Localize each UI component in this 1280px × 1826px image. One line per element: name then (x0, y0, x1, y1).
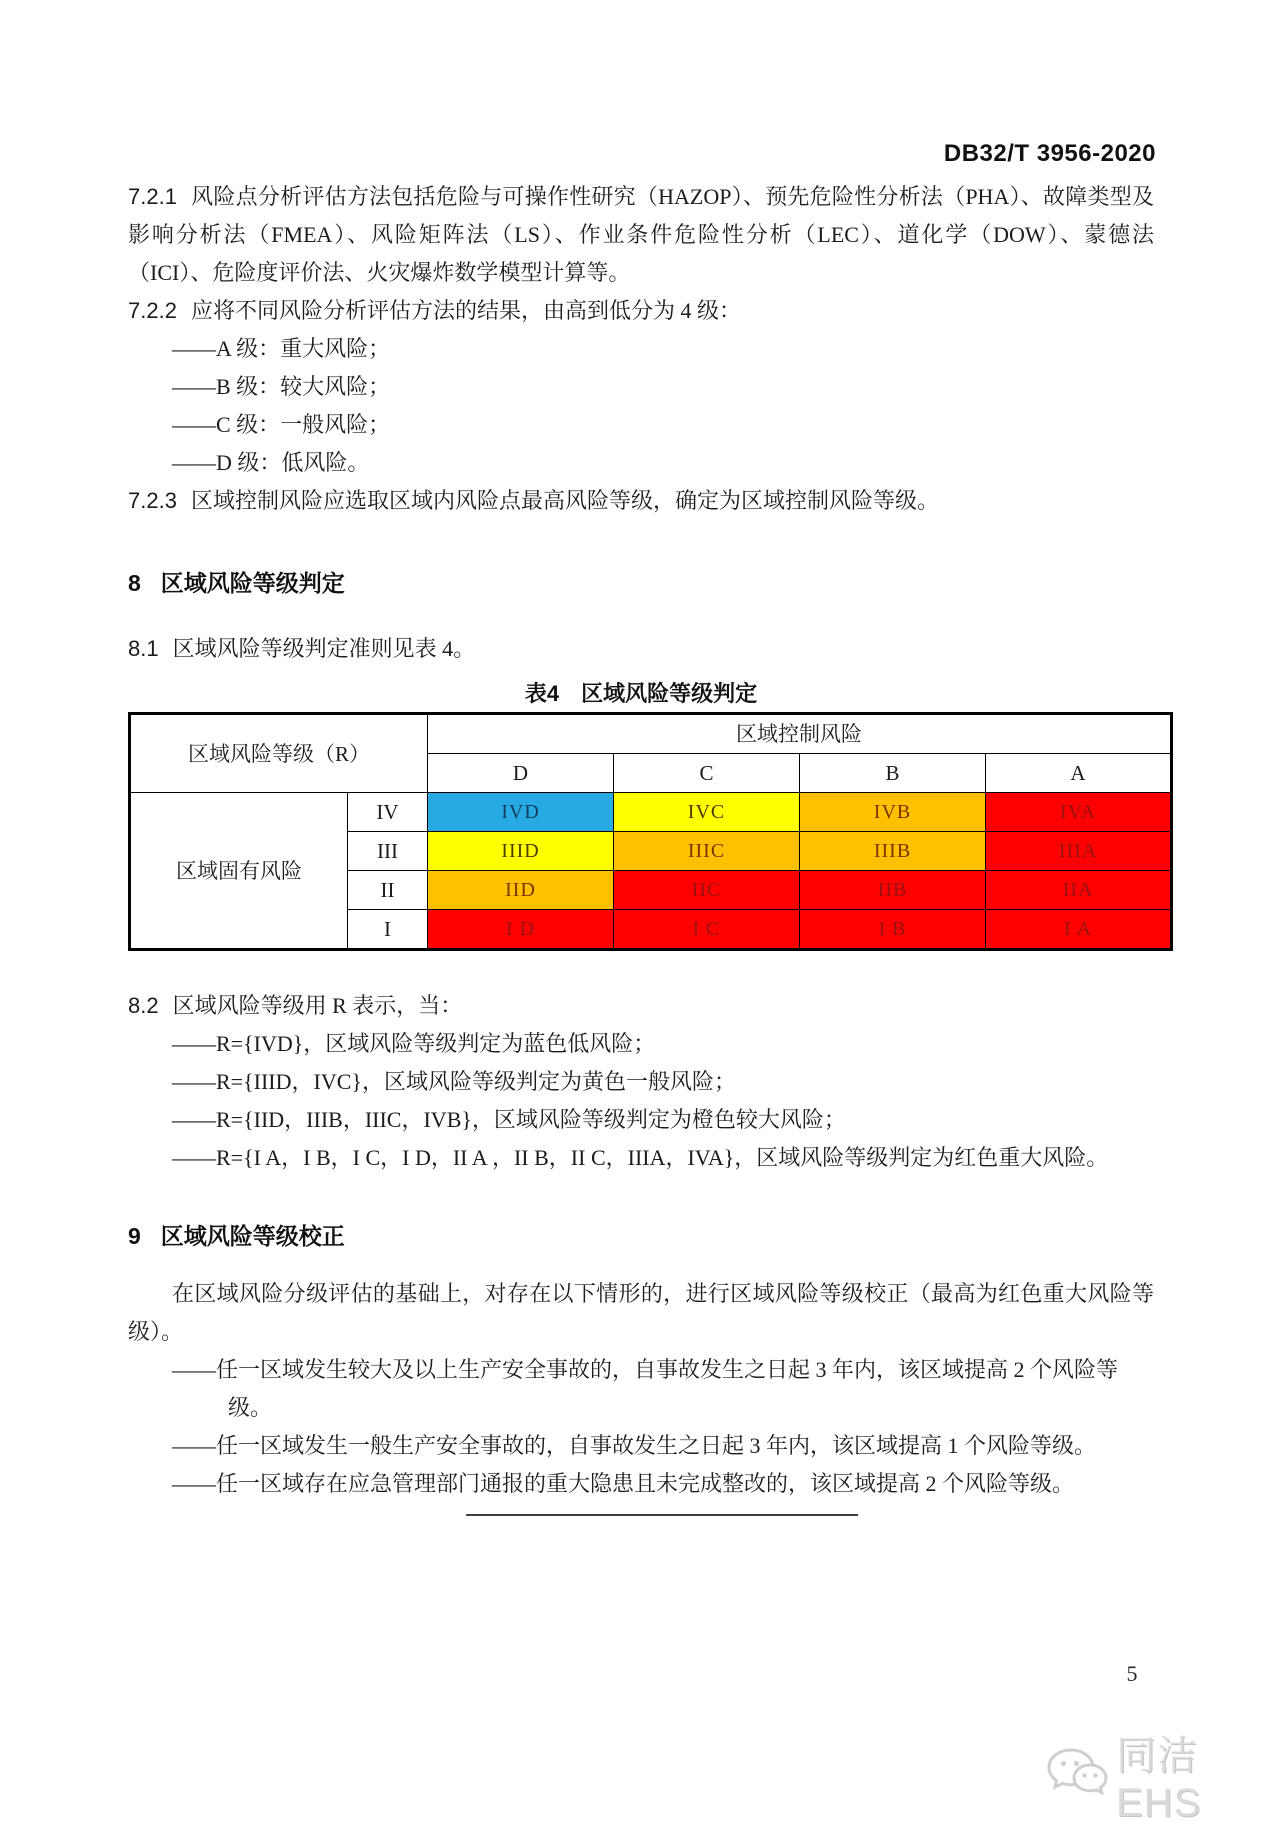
footnote-divider (466, 1514, 858, 1516)
row-group-label: 区域固有风险 (130, 793, 348, 950)
risk-cell-IIIA: IIIA (986, 832, 1172, 871)
clause-text: 风险点分析评估方法包括危险与可操作性研究（HAZOP）、预先危险性分析法（PHA）、故障类型及影响分析法（FMEA）、风险矩阵法（LS）、作业条件危险性分析（LEC）、道化学（DOW）、蒙德法（ICI）、危险度评价法、火灾爆炸数学模型计算等。 (128, 184, 1154, 285)
wechat-icon (1046, 1747, 1108, 1804)
list-item: ——B 级：较大风险； (172, 374, 391, 399)
risk-cell-IVB: IVB (800, 793, 986, 832)
list-item: ——C 级：一般风险； (172, 412, 391, 437)
risk-cell-IIIC: IIIC (614, 832, 800, 871)
correction-list (128, 1351, 1154, 1503)
clause-7-2-3 (128, 482, 1154, 520)
list-item: ——D 级：低风险。 (172, 450, 370, 475)
risk-level-list (128, 330, 1154, 482)
risk-cell-IVC: IVC (614, 793, 800, 832)
column-header-D: D (428, 754, 614, 793)
list-item: ——R={IIID，IVC}，区域风险等级判定为黄色一般风险； (172, 1069, 736, 1094)
table-corner-label: 区域风险等级（R） (130, 714, 428, 793)
clause-8-1 (128, 630, 1154, 668)
list-item: ——任一区域存在应急管理部门通报的重大隐患且未完成整改的，该区域提高 2 个风险等级。 (172, 1471, 1075, 1496)
list-item: ——R={I A，I B，I C，I D，II A ，II B，II C，IIIA，IVA}，区域风险等级判定为红色重大风险。 (172, 1145, 1109, 1170)
list-item: ——R={IVD}，区域风险等级判定为蓝色低风险； (172, 1031, 656, 1056)
list-item: ——A 级：重大风险； (172, 336, 391, 361)
standard-number: DB32/T 3956-2020 (943, 140, 1156, 167)
row-header-I: I (348, 910, 428, 950)
section-number: 8 (128, 570, 141, 596)
clause-number: 8.1 (128, 636, 159, 661)
table-row (130, 793, 1172, 832)
page-number: 5 (1126, 1661, 1138, 1686)
clause-text: 应将不同风险分析评估方法的结果，由高到低分为 4 级： (190, 298, 741, 323)
section-title: 区域风险等级判定 (160, 570, 345, 596)
risk-cell-IIC: IIC (614, 871, 800, 910)
table-4-caption: 表4 区域风险等级判定 (524, 681, 758, 706)
risk-matrix-body (130, 793, 1172, 950)
list-item: ——任一区域发生一般生产安全事故的，自事故发生之日起 3 年内，该区域提高 1 个风险等级。 (172, 1433, 1097, 1458)
risk-cell-IIID: IIID (428, 832, 614, 871)
clause-text: 区域风险等级判定准则见表 4。 (172, 636, 476, 661)
clause-text: 区域控制风险应选取区域内风险点最高风险等级，确定为区域控制风险等级。 (190, 488, 939, 513)
clause-number: 8.2 (128, 993, 159, 1018)
section-number: 9 (128, 1223, 141, 1249)
clause-7-2-1 (128, 178, 1154, 292)
section-9-paragraph: 在区域风险分级评估的基础上，对存在以下情形的，进行区域风险等级校正（最高为红色重大风险等级）。 (128, 1281, 1154, 1344)
watermark-text: 同洁EHS (1116, 1734, 1202, 1825)
risk-cell-IID: IID (428, 871, 614, 910)
column-header-A: A (986, 754, 1172, 793)
list-item: ——任一区域发生较大及以上生产安全事故的，自事故发生之日起 3 年内，该区域提高 2 个风险等级。 (172, 1357, 1119, 1420)
risk-cell-IVD: IVD (428, 793, 614, 832)
risk-cell-IVA: IVA (986, 793, 1172, 832)
risk-determination-list (128, 1025, 1154, 1177)
risk-cell-ID: I D (428, 910, 614, 950)
section-title: 区域风险等级校正 (160, 1223, 345, 1249)
section-8-heading (128, 564, 1154, 602)
risk-cell-IC: I C (614, 910, 800, 950)
list-item: ——R={IID，IIIB，IIIC，IVB}，区域风险等级判定为橙色较大风险； (172, 1107, 846, 1132)
risk-cell-IIA: IIA (986, 871, 1172, 910)
clause-number: 7.2.1 (128, 184, 177, 209)
clause-8-2 (128, 987, 1154, 1025)
document-body (128, 178, 1154, 1503)
risk-cell-IA: I A (986, 910, 1172, 950)
clause-number: 7.2.3 (128, 488, 177, 513)
column-header-B: B (800, 754, 986, 793)
clause-number: 7.2.2 (128, 298, 177, 323)
risk-cell-IIB: IIB (800, 871, 986, 910)
risk-cell-IIIB: IIIB (800, 832, 986, 871)
risk-matrix-table (128, 712, 1173, 951)
row-header-III: III (348, 832, 428, 871)
watermark (1046, 1724, 1280, 1826)
row-header-II: II (348, 871, 428, 910)
risk-cell-IB: I B (800, 910, 986, 950)
clause-7-2-2 (128, 292, 1154, 330)
clause-text: 区域风险等级用 R 表示，当： (172, 993, 463, 1018)
row-header-IV: IV (348, 793, 428, 832)
column-group-label: 区域控制风险 (428, 714, 1172, 754)
column-header-C: C (614, 754, 800, 793)
section-9-heading (128, 1217, 1154, 1255)
